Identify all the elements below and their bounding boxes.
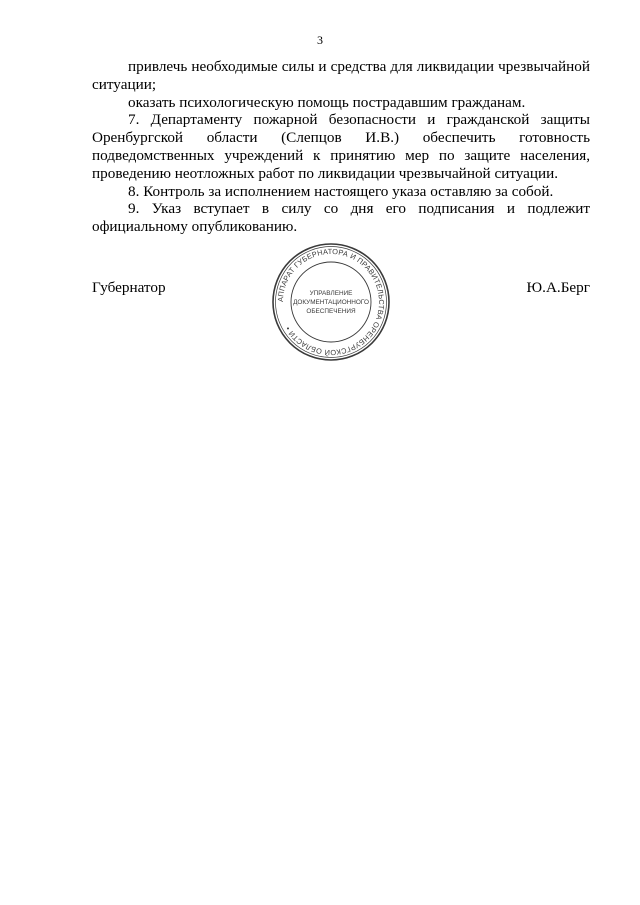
seal-center-line-3: ОБЕСПЕЧЕНИЯ: [306, 308, 356, 315]
paragraph-2: оказать психологическую помощь пострадавшим гражданам.: [128, 93, 526, 111]
seal-center-line-2: ДОКУМЕНТАЦИОННОГО: [293, 299, 369, 306]
paragraph-item-8: 8. Контроль за исполнением настоящего указа оставляю за собой.: [128, 182, 554, 200]
seal-center-line-1: УПРАВЛЕНИЕ: [309, 290, 353, 297]
signatory-name: Ю.А.Берг: [526, 279, 590, 296]
document-body: [92, 58, 590, 236]
page-number: 3: [317, 33, 323, 47]
seal-graphic: [270, 241, 392, 363]
paragraph-item-9: 9. Указ вступает в силу со дня его подписания и подлежит официальному опубликованию.: [92, 200, 590, 236]
seal-ring-text: АППАРАТ ГУБЕРНАТОРА И ПРАВИТЕЛЬСТВА ОРЕНБУРГСКОЙ ОБЛАСТИ •: [275, 246, 387, 358]
signatory-position: Губернатор: [92, 279, 166, 296]
paragraph-1: привлечь необходимые силы и средства для ликвидации чрезвычайной ситуации;: [92, 58, 590, 93]
paragraph-item-7: 7. Департаменту пожарной безопасности и гражданской защиты Оренбургской области (Слепцов И.В.) обеспечить готовность подведомственных учреждений к принятию мер по защите населения, проведению неотложных работ по ликвидации чрезвычайной ситуации.: [92, 111, 590, 182]
official-seal: [270, 241, 392, 363]
